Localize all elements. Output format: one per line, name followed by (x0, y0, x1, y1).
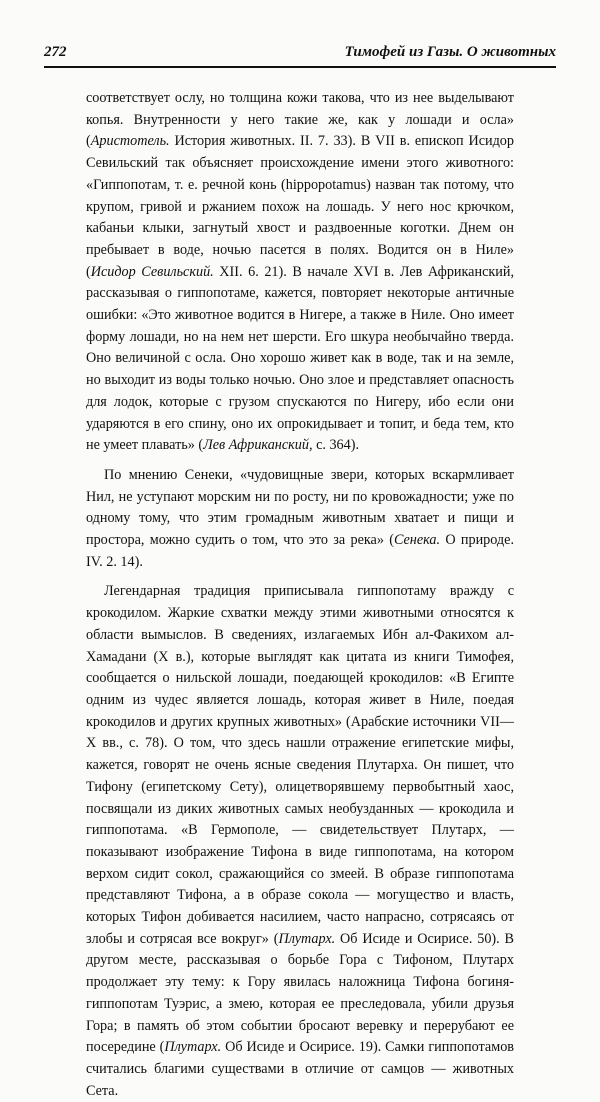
paragraph-run: XII. 6. 21). В начале XVI в. Лев Африканский, рассказывая о гиппопотаме, кажется, повторяет некоторые античные ошибки: «Это животное водится в Нигере, а также в Ниле. Оно имеет форму лошади, но на нем нет шерсти. Его шкура необычайно тверда. Оно величиной с осла. Оно хорошо живет как в воде, так и на земле, но выходит из воды только ночью. Оно злое и представляет опасность для лодок, которые с грузом спускаются по Нигеру, ибо если они ударяются в его спину, оно их опрокидывает и топит, и беда тем, кто не умеет плавать» ( (86, 263, 514, 454)
citation-author: Лев Африканский, (203, 437, 313, 454)
paragraph-run: О природе. IV. 2. 14). (86, 532, 514, 570)
paragraph-run: Легендарная традиция приписывала гиппопотаму вражду с крокодилом. Жаркие схватки между этими животными относятся к области вымыслов. В сведениях, излагаемых Ибн ал-Факихом ал-Хамадани (X в.), которые выглядят как цитата из книги Тимофея, сообщается о нильской лошади, поедающей крокодилов: «В Египте одним из чудес является лошадь, которая живет в Ниле, поедая крокодилов и других крупных животных» (Арабские источники VII—X вв., с. 78). О том, что здесь нашли отражение египетские мифы, кажется, говорят не очень ясные сведения Плутарха. Он пишет, что Тифону (египетскому Сету), олицетворявшему первобытный хаос, посвящали из диких животных самых необузданных — крокодила и гиппопотама. «В Гермополе, — свидетельствует Плутарх, — показывают изображение Тифона в виде гиппопотама, на котором верхом сидит сокол, сражающийся со змеей. В образе гиппопотама представляют Тифона, а в образе сокола — могущество и власть, которых Тифон добивается насилием, часто напрасно, сотрясаясь от злобы и сотрясая все вокруг» ( (86, 583, 514, 947)
page-header (44, 44, 556, 68)
citation-author: Исидор Севильский. (90, 263, 214, 280)
paragraph-run: По мнению Сенеки, «чудовищные звери, которых вскармливает Нил, не уступают морским ни по росту, ни по кровожадности; уже по одному тому, что этим громадным животным хватает и пищи и простора, можно судить о том, что это за река» ( (86, 466, 514, 549)
running-title: Тимофей из Газы. О животных (344, 44, 556, 60)
paragraph-run: с. 364). (312, 437, 360, 454)
paragraph-run: Об Исиде и Осирисе. 50). В другом месте, рассказывая о борьбе Гора с Тифоном, Плутарх продолжает эту тему: к Гору явилась наложница Тифона богиня-гиппопотам Туэрис, а змею, которая ее преследовала, убили друзья Гора; в память об этом событии бросают веревку и перерубают ее посередине ( (86, 930, 514, 1056)
paragraph (86, 465, 514, 574)
citation-author: Плутарх. (278, 930, 336, 947)
paragraph (86, 88, 514, 457)
paragraph-run: История животных. II. 7. 33). В VII в. епископ Исидор Севильский так объясняет происхождение имени этого животного: «Гиппопотам, т. е. речной конь (hippopotamus) назван так потому, что крупом, гривой и ржанием похож на лошадь. У него нос крючком, кабаньи клыки, загнутый хвост и раздвоенные коготки. Днем он пребывает в воде, ночью пасется в полях. Водится он в Ниле» ( (86, 133, 514, 280)
body-text (86, 88, 514, 1102)
page-number: 272 (44, 44, 67, 60)
citation-author: Сенека. (393, 532, 441, 549)
paragraph-run: Об Исиде и Осирисе. 19). Самки гиппопотамов считались благими существами в отличие от самцов — животных Сета. (86, 1039, 514, 1099)
paragraph-run: соответствует ослу, но толщина кожи такова, что из нее выделывают копья. Внутренности у него такие же, как у лошади и осла» ( (86, 90, 514, 150)
paragraph (86, 581, 514, 1102)
header-rule (44, 66, 556, 68)
citation-author: Аристотель. (90, 133, 170, 150)
citation-author: Плутарх. (164, 1039, 222, 1056)
